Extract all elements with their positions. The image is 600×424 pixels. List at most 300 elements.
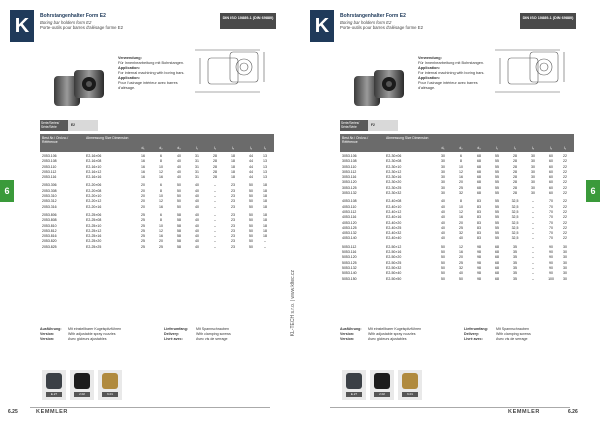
dimension-value: 68 [477,185,481,190]
order-no: 3053.110 [342,164,357,169]
dimension-value: 50 [441,276,445,281]
header-order-no: Best.Nr./ Ord.no./ Référence [342,136,369,145]
size: E2-20×08 [86,188,102,193]
order-no: 3053.106 [342,154,357,158]
dimension-value: 60 [549,191,553,196]
dimension-value: 30 [441,175,445,180]
footer-label: Ausführung: [340,327,362,331]
dimension-value: 68 [495,260,499,265]
dimension-value: 55 [495,204,499,209]
dimension-value: 25 [141,244,145,249]
order-no: 3053.112 [342,169,357,174]
dimension-value: 40 [441,236,445,241]
size: E2-25×06 [86,212,102,217]
size: E2-30×06 [386,154,402,158]
header-col: l₁ [496,145,498,150]
dimension-value: 35 [513,271,517,276]
usage-text-fr: Pour l'usinage intérieur avec barres d'alésage. [418,81,478,90]
din-badge: DIN ISO 10889-1 (DIN 69880) [220,13,276,29]
dimension-value: 50 [249,218,253,223]
dimension-value: 40 [195,188,199,193]
title-en: Boring bar holders form E2 [340,19,392,25]
dimension-value: 55 [495,180,499,185]
footer-label: Livré avec: [164,336,183,341]
dimension-value: 22 [563,220,567,225]
size: E2-50×12 [386,244,402,249]
accessory-ref: 2.02 [74,392,90,397]
table-header [340,134,581,152]
dimension-value: 18 [263,183,267,188]
dimension-value: 40 [195,204,199,209]
dimension-value: 55 [495,209,499,214]
dimension-value: 50 [441,250,445,255]
dimension-value: – [532,225,534,230]
chapter-tab[interactable]: 6 [586,180,600,202]
order-no: 2053.316 [42,204,57,209]
order-no: 2053.312 [42,199,57,204]
table-row[interactable] [340,277,574,282]
order-no: 2053.808 [42,218,57,223]
dimension-value: 50 [249,244,253,249]
dimension-value: 32 [459,191,463,196]
dimension-value: 35 [513,255,517,260]
dimension-value: – [214,239,216,244]
order-no: 2053.306 [42,183,57,188]
usage-label-fr: Application: [418,76,440,80]
dimension-value: 16 [159,204,163,209]
chapter-tab[interactable]: 6 [0,180,14,202]
header-col: l₆ [277,145,281,150]
technical-drawing-icon [490,42,572,102]
footer-label: Version: [40,336,55,341]
table-row[interactable] [40,175,274,180]
dimension-value: 68 [477,180,481,185]
dimension-value: – [214,194,216,199]
size: E2-30×32 [386,191,402,196]
size: E2-40×10 [386,204,402,209]
dimension-value: – [532,271,534,276]
side-text: KL-TECH s.r.o. | www.kltec.cz [290,270,296,337]
dimension-value: 25 [459,260,463,265]
dimension-value: 44 [249,175,253,180]
size: E2-30×10 [386,164,402,169]
dimension-value: 18 [263,234,267,239]
dimension-value: 22 [563,175,567,180]
dimension-value: 8 [160,218,162,223]
dimension-value: 23 [231,212,235,217]
accessory-card[interactable] [342,370,366,400]
title-en: Boring bar holders form E2 [40,19,92,25]
dimension-value: 18 [263,228,267,233]
dimension-value: 50 [177,199,181,204]
dimension-value: 40 [177,169,181,174]
dimension-value: 23 [231,234,235,239]
size: E2-40×16 [386,215,402,220]
dimension-value: 40 [177,164,181,169]
dimension-value: 30 [563,271,567,276]
order-no: 2053.112 [42,169,57,174]
dimension-value: 50 [441,244,445,249]
dimension-value: 22 [563,191,567,196]
dimension-value: – [532,260,534,265]
series-value: E2 [68,120,98,131]
dimension-value: 25 [141,223,145,228]
dimension-value: 12 [459,244,463,249]
right-page [300,0,600,424]
title-de: Bohrstangenhalter Form E2 [40,13,106,19]
dimension-value: 28 [213,159,217,164]
dimension-value: 68 [495,276,499,281]
dimension-value: 90 [549,255,553,260]
size: E2-50×25 [386,260,402,265]
dimension-value: 68 [495,255,499,260]
dimension-value: 30 [531,154,535,158]
dimension-value: 30 [441,185,445,190]
dimension-value: 40 [195,234,199,239]
dimension-value: 70 [549,220,553,225]
dimension-value: 28 [513,164,517,169]
order-no: 3053.132 [342,191,357,196]
dimension-value: 16 [459,175,463,180]
dimension-value: 58 [177,212,181,217]
screw-icon [346,373,362,389]
dimension-value: 16 [159,175,163,180]
dimension-value: 60 [549,164,553,169]
dimension-value: 32,5 [511,225,519,230]
size: E2-25×12 [86,228,102,233]
accessory-card[interactable] [70,370,94,400]
accessory-ref: 6.01 [102,392,118,397]
dimension-value: 70 [549,199,553,204]
table-row[interactable] [40,205,274,210]
dimension-value: 8 [160,188,162,193]
footer-text: Mit einstellbarer Kugelspitzführen [68,327,122,331]
dimension-value: 18 [231,169,235,174]
dimension-value: 68 [477,154,481,158]
usage-label-en: Application: [418,66,440,70]
order-no: 2053.110 [42,164,57,169]
dimension-value: – [264,239,266,244]
technical-drawing-icon [190,42,272,102]
size: E2-50×40 [386,271,402,276]
accessory-ref: 6.01 [402,392,418,397]
dimension-value: 23 [231,194,235,199]
dimension-value: 23 [231,188,235,193]
size: E2-16×10 [86,164,102,169]
dimension-value: 10 [459,204,463,209]
dimension-value: 23 [231,244,235,249]
order-no: 4053.140 [342,236,357,241]
dimension-value: 40 [195,244,199,249]
dimension-value: 28 [213,154,217,158]
usage-label-de: Verwendung: [118,56,142,60]
dimension-value: 55 [495,169,499,174]
dimension-value: 28 [513,159,517,164]
size: E2-25×16 [86,234,102,239]
dimension-value: 44 [249,154,253,158]
dimension-value: 70 [549,225,553,230]
dimension-value: 83 [477,231,481,236]
dimension-value: 83 [477,199,481,204]
dimension-value: 25 [141,228,145,233]
header-col: l₃ [231,145,235,150]
dimension-value: 22 [563,159,567,164]
size: E2-50×16 [386,250,402,255]
order-no: 2053.825 [42,244,57,249]
dimension-value: – [532,255,534,260]
size: E2-25×25 [86,244,102,249]
dimension-value: 22 [563,199,567,204]
brand-name: KEMMLER [36,409,69,415]
size: E2-16×16 [86,175,102,180]
dimension-value: 20 [141,194,145,199]
dimension-value: 55 [495,185,499,190]
title-de: Bohrstangenhalter Form E2 [340,13,406,19]
dimension-value: 30 [563,244,567,249]
bushing-icon [402,373,418,389]
dimension-value: 28 [213,164,217,169]
dimension-value: 32,5 [511,215,519,220]
dimension-value: 50 [249,194,253,199]
dimension-value: 68 [477,169,481,174]
dimension-value: 30 [531,169,535,174]
footer-text: Mit Spannschrauben [496,327,529,331]
dimension-value: 58 [177,239,181,244]
dimension-value: 8 [160,159,162,164]
size: E2-16×12 [86,169,102,174]
accessory-card[interactable] [42,370,66,400]
dimension-value: 13 [263,175,267,180]
dimension-value: 22 [563,215,567,220]
dimension-value: 55 [495,175,499,180]
dimension-value: 30 [531,185,535,190]
dimension-value: 55 [495,191,499,196]
size: E2-40×08 [386,199,402,204]
dimension-value: 30 [441,169,445,174]
dimension-value: 40 [195,228,199,233]
footer-text: Mit Spannschrauben [196,327,229,331]
usage-label-de: Verwendung: [418,56,442,60]
size: E2-20×16 [86,204,102,209]
dimension-value: 18 [231,164,235,169]
footer-label: Delivery: [464,331,480,336]
dimension-value: 23 [231,183,235,188]
title-block [40,13,200,31]
dimension-value: 30 [563,260,567,265]
dimension-value: 60 [549,159,553,164]
dimension-value: 23 [231,218,235,223]
dimension-value: 60 [549,175,553,180]
order-no: 2053.812 [42,228,57,233]
order-no: 2053.106 [42,154,57,158]
dimension-value: – [214,188,216,193]
dimension-value: 20 [459,180,463,185]
header-col: l₄ [249,145,253,150]
dimension-value: 32,5 [511,220,519,225]
title-fr: Porte-outils pour barres d'alésage forme E2 [340,25,423,30]
dimension-value: 20 [159,239,163,244]
dimension-value: 50 [249,228,253,233]
order-no: 4053.116 [342,215,357,220]
size: E2-30×20 [386,180,402,185]
dimension-value: 32,5 [511,209,519,214]
dimension-value: 30 [441,191,445,196]
dimension-value: 10 [159,164,163,169]
size: E2-50×32 [386,265,402,270]
dimension-value: 25 [459,185,463,190]
dimension-value: 60 [549,180,553,185]
dimension-value: – [214,199,216,204]
dimension-value: 40 [195,223,199,228]
usage-label-fr: Application: [118,76,140,80]
footer-label: Version: [40,331,55,336]
dimension-value: 83 [477,220,481,225]
series-value: F2 [368,120,398,131]
dimension-value: 32,5 [511,204,519,209]
table-header [40,134,281,152]
dimension-value: 25 [159,244,163,249]
dimension-value: 6 [160,154,162,158]
table-row[interactable] [340,191,574,196]
order-no: 4053.120 [342,220,357,225]
table-row[interactable] [340,236,574,241]
dimension-value: 70 [549,209,553,214]
order-no: 5053.132 [342,265,357,270]
dimension-value: 32 [459,265,463,270]
dimension-value: 18 [263,199,267,204]
dimension-value: – [532,236,534,241]
table-row[interactable] [40,245,274,250]
dimension-value: 40 [195,199,199,204]
size: E2-40×12 [386,209,402,214]
holder-photo-icon [48,62,110,112]
order-no: 5053.150 [342,276,357,281]
order-no: 5053.125 [342,260,357,265]
dimension-value: 12 [159,228,163,233]
dimension-value: 22 [563,185,567,190]
dimension-value: 30 [441,180,445,185]
dimension-value: 35 [513,250,517,255]
order-no: 2053.816 [42,234,57,239]
size: E2-30×08 [386,159,402,164]
footer-text: Avec gicleurs ajustables [68,336,107,341]
bushing-icon [102,373,118,389]
dimension-value: 60 [549,169,553,174]
dimension-value: 22 [563,209,567,214]
dimension-value: 25 [141,239,145,244]
dimension-value: 70 [549,236,553,241]
dimension-value: 30 [531,164,535,169]
dimension-value: 28 [213,175,217,180]
dimension-value: 35 [513,244,517,249]
dimension-value: 23 [231,223,235,228]
header-col: d₂ [159,145,163,150]
dimension-value: 55 [495,154,499,158]
dimension-value: 18 [263,204,267,209]
accessory-card[interactable] [370,370,394,400]
header-col: l₂ [213,145,217,150]
dimension-value: 18 [263,212,267,217]
dimension-value: – [532,209,534,214]
page-number: 6.25 [8,409,18,415]
dimension-value: – [214,204,216,209]
dimension-value: 32 [459,231,463,236]
dimension-value: 50 [441,271,445,276]
accessory-card[interactable] [98,370,122,400]
accessory-card[interactable] [398,370,422,400]
dimension-value: 18 [263,218,267,223]
usage-text [118,56,190,91]
footer-label: Version: [340,336,355,341]
dimension-value: – [532,204,534,209]
holder-photo-icon [348,62,410,112]
kemmler-logo: K [310,10,334,42]
size: E2-16×06 [86,154,102,158]
dimension-value: 22 [563,236,567,241]
dimension-value: 50 [177,204,181,209]
size: E2-40×20 [386,220,402,225]
title-fr: Porte-outils pour barres d'alésage forme E2 [40,25,123,30]
dimension-value: 98 [477,244,481,249]
size: E2-40×40 [386,236,402,241]
dimension-value: 90 [549,250,553,255]
dimension-value: 16 [459,250,463,255]
size: E2-20×10 [86,194,102,199]
dimension-value: 30 [531,191,535,196]
dimension-value: 18 [263,188,267,193]
dimension-value: 31 [195,154,199,158]
usage-text-de: Für Innenbearbeitung mit Bohrstangen. [418,61,485,65]
order-no: 2053.806 [42,212,57,217]
dimension-value: 44 [249,169,253,174]
dimension-value: 31 [195,169,199,174]
dimension-value: 30 [531,175,535,180]
dimension-value: 6 [160,183,162,188]
dimension-value: 12 [159,199,163,204]
dimension-value: 58 [177,218,181,223]
series-selector [340,120,398,131]
dimension-value: 30 [441,164,445,169]
dimension-value: 22 [563,231,567,236]
order-no: 2053.108 [42,159,57,164]
dimension-value: – [532,265,534,270]
footer-label: Delivery: [164,331,180,336]
dimension-value: 40 [441,204,445,209]
dimension-value: 12 [459,209,463,214]
size: E2-50×50 [386,276,402,281]
dimension-value: 90 [549,244,553,249]
order-no: 4053.112 [342,209,357,214]
size: E2-20×06 [86,183,102,188]
dimension-value: 16 [141,154,145,158]
dimension-value: 22 [563,154,567,158]
dimension-value: 28 [513,154,517,158]
footer-text: Avec vis de serrage [496,336,528,341]
left-table-body [40,154,274,250]
dimension-value: 50 [441,260,445,265]
dimension-value: 22 [563,180,567,185]
dimension-value: – [214,244,216,249]
dimension-value: 13 [263,164,267,169]
order-no: 4053.108 [342,199,357,204]
dimension-value: 25 [141,212,145,217]
usage-text-en: For internal machining with boring bars. [118,71,185,75]
dimension-value: 13 [263,159,267,164]
size: E2-50×20 [386,255,402,260]
dimension-value: 68 [477,175,481,180]
order-no: 2053.820 [42,239,57,244]
dimension-value: 23 [231,199,235,204]
